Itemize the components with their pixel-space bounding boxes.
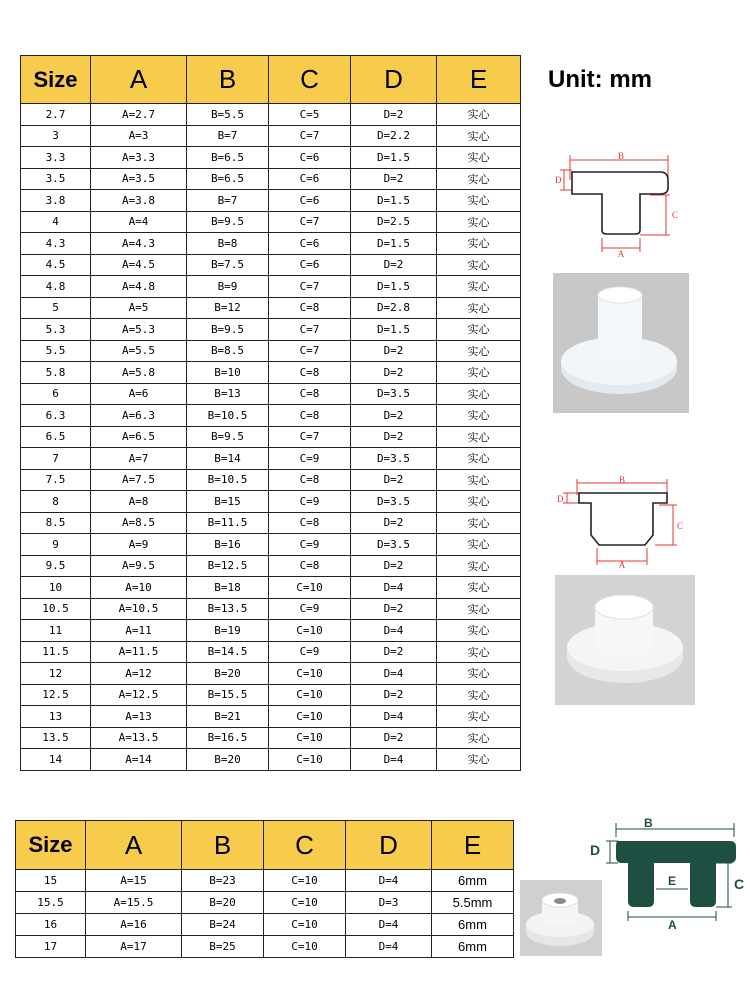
cell-a: A=5.8 bbox=[91, 362, 187, 384]
cell-e: 实心 bbox=[437, 276, 521, 298]
cell-c: C=9 bbox=[269, 448, 351, 470]
cell-d: D=2 bbox=[351, 684, 437, 706]
cell-size: 5.8 bbox=[21, 362, 91, 384]
product-photo-1 bbox=[553, 273, 689, 413]
cell-e: 实心 bbox=[437, 362, 521, 384]
cell-e: 实心 bbox=[437, 383, 521, 405]
table-row bbox=[21, 254, 521, 276]
cell-a: A=6.5 bbox=[91, 426, 187, 448]
cell-a: A=4.3 bbox=[91, 233, 187, 255]
cell-b: B=11.5 bbox=[187, 512, 269, 534]
cell-a: A=5.5 bbox=[91, 340, 187, 362]
cell-c: C=9 bbox=[269, 491, 351, 513]
cell-b: B=14 bbox=[187, 448, 269, 470]
cell-b: B=9.5 bbox=[187, 211, 269, 233]
cell-d: D=3 bbox=[346, 892, 432, 914]
table-row bbox=[21, 555, 521, 577]
table-row bbox=[21, 104, 521, 126]
table-row bbox=[21, 641, 521, 663]
cell-a: A=13 bbox=[91, 706, 187, 728]
table-row bbox=[21, 491, 521, 513]
cell-e: 实心 bbox=[437, 706, 521, 728]
cell-c: C=10 bbox=[264, 914, 346, 936]
cell-a: A=3.8 bbox=[91, 190, 187, 212]
header-size: Size bbox=[21, 56, 91, 104]
cell-a: A=6.3 bbox=[91, 405, 187, 427]
cell-size: 15.5 bbox=[16, 892, 86, 914]
cell-a: A=11 bbox=[91, 620, 187, 642]
cell-size: 14 bbox=[21, 749, 91, 771]
cell-e: 实心 bbox=[437, 491, 521, 513]
cell-b: B=20 bbox=[182, 892, 264, 914]
cell-a: A=6 bbox=[91, 383, 187, 405]
cell-d: D=4 bbox=[351, 577, 437, 599]
cell-size: 3.8 bbox=[21, 190, 91, 212]
cell-d: D=2 bbox=[351, 362, 437, 384]
table-row bbox=[21, 512, 521, 534]
cell-c: C=8 bbox=[269, 297, 351, 319]
table-row bbox=[21, 211, 521, 233]
cell-c: C=10 bbox=[269, 684, 351, 706]
cell-b: B=9.5 bbox=[187, 426, 269, 448]
table-header-row bbox=[21, 56, 521, 104]
header-c: C bbox=[269, 56, 351, 104]
cell-c: C=6 bbox=[269, 168, 351, 190]
cell-size: 10.5 bbox=[21, 598, 91, 620]
cell-b: B=13.5 bbox=[187, 598, 269, 620]
cell-b: B=8.5 bbox=[187, 340, 269, 362]
cell-a: A=4.8 bbox=[91, 276, 187, 298]
cell-a: A=9.5 bbox=[91, 555, 187, 577]
cell-a: A=7 bbox=[91, 448, 187, 470]
cell-e: 实心 bbox=[437, 319, 521, 341]
cell-b: B=24 bbox=[182, 914, 264, 936]
cell-a: A=12 bbox=[91, 663, 187, 685]
cell-e: 实心 bbox=[437, 405, 521, 427]
cell-a: A=5 bbox=[91, 297, 187, 319]
cell-size: 6.5 bbox=[21, 426, 91, 448]
cell-c: C=8 bbox=[269, 555, 351, 577]
dim-b-label: B bbox=[617, 151, 625, 161]
cell-a: A=17 bbox=[86, 936, 182, 958]
cell-e: 实心 bbox=[437, 534, 521, 556]
table-row bbox=[21, 620, 521, 642]
cell-d: D=2 bbox=[351, 340, 437, 362]
product-photo-2 bbox=[555, 575, 695, 705]
cell-b: B=9.5 bbox=[187, 319, 269, 341]
cell-a: A=4.5 bbox=[91, 254, 187, 276]
cell-b: B=12 bbox=[187, 297, 269, 319]
cell-e: 实心 bbox=[437, 125, 521, 147]
cross-section-diagram-3 bbox=[588, 815, 748, 935]
cell-b: B=9 bbox=[187, 276, 269, 298]
cell-d: D=3.5 bbox=[351, 448, 437, 470]
cell-a: A=10 bbox=[91, 577, 187, 599]
cell-a: A=13.5 bbox=[91, 727, 187, 749]
cell-size: 7 bbox=[21, 448, 91, 470]
cell-b: B=13 bbox=[187, 383, 269, 405]
table-row bbox=[16, 936, 514, 958]
cell-d: D=1.5 bbox=[351, 233, 437, 255]
header-a: A bbox=[86, 821, 182, 870]
cell-d: D=3.5 bbox=[351, 383, 437, 405]
cell-d: D=4 bbox=[351, 620, 437, 642]
table-row bbox=[21, 340, 521, 362]
cell-size: 15 bbox=[16, 870, 86, 892]
cell-c: C=6 bbox=[269, 254, 351, 276]
cell-a: A=16 bbox=[86, 914, 182, 936]
cell-size: 6 bbox=[21, 383, 91, 405]
cell-c: C=8 bbox=[269, 469, 351, 491]
cell-d: D=2 bbox=[351, 104, 437, 126]
cell-d: D=4 bbox=[346, 936, 432, 958]
cell-c: C=10 bbox=[269, 663, 351, 685]
table-row bbox=[21, 405, 521, 427]
cell-e: 实心 bbox=[437, 297, 521, 319]
cell-b: B=8 bbox=[187, 233, 269, 255]
cell-size: 5.3 bbox=[21, 319, 91, 341]
cell-c: C=7 bbox=[269, 125, 351, 147]
cell-d: D=2.2 bbox=[351, 125, 437, 147]
cell-b: B=7 bbox=[187, 125, 269, 147]
cell-b: B=16.5 bbox=[187, 727, 269, 749]
cell-size: 2.7 bbox=[21, 104, 91, 126]
cell-e: 实心 bbox=[437, 577, 521, 599]
cell-e: 实心 bbox=[437, 749, 521, 771]
dim-d-label: D bbox=[557, 494, 564, 504]
cell-e: 6mm bbox=[432, 914, 514, 936]
cell-a: A=3.5 bbox=[91, 168, 187, 190]
cell-b: B=21 bbox=[187, 706, 269, 728]
cell-size: 3.3 bbox=[21, 147, 91, 169]
cell-b: B=12.5 bbox=[187, 555, 269, 577]
cell-size: 4 bbox=[21, 211, 91, 233]
header-b: B bbox=[182, 821, 264, 870]
cell-b: B=10.5 bbox=[187, 469, 269, 491]
header-size: Size bbox=[16, 821, 86, 870]
dim-b-label: B bbox=[618, 475, 626, 485]
cell-d: D=2 bbox=[351, 641, 437, 663]
cell-d: D=2 bbox=[351, 168, 437, 190]
cell-e: 实心 bbox=[437, 104, 521, 126]
cell-c: C=10 bbox=[264, 870, 346, 892]
table-row bbox=[21, 663, 521, 685]
cell-c: C=7 bbox=[269, 426, 351, 448]
cell-size: 13 bbox=[21, 706, 91, 728]
cell-c: C=6 bbox=[269, 190, 351, 212]
table-row bbox=[21, 749, 521, 771]
cell-c: C=7 bbox=[269, 340, 351, 362]
cell-c: C=10 bbox=[269, 749, 351, 771]
cell-d: D=2 bbox=[351, 426, 437, 448]
cell-c: C=8 bbox=[269, 405, 351, 427]
cell-d: D=2 bbox=[351, 727, 437, 749]
cell-e: 实心 bbox=[437, 598, 521, 620]
cell-b: B=14.5 bbox=[187, 641, 269, 663]
cell-size: 16 bbox=[16, 914, 86, 936]
dim-a-label: A bbox=[618, 560, 626, 570]
header-a: A bbox=[91, 56, 187, 104]
table-row bbox=[21, 684, 521, 706]
table-row bbox=[21, 233, 521, 255]
cell-e: 实心 bbox=[437, 727, 521, 749]
cell-size: 4.8 bbox=[21, 276, 91, 298]
table-row bbox=[21, 426, 521, 448]
cell-d: D=4 bbox=[351, 749, 437, 771]
cell-b: B=15.5 bbox=[187, 684, 269, 706]
cell-size: 3 bbox=[21, 125, 91, 147]
cell-a: A=3 bbox=[91, 125, 187, 147]
cell-e: 实心 bbox=[437, 469, 521, 491]
table-header-row bbox=[16, 821, 514, 870]
cell-e: 6mm bbox=[432, 870, 514, 892]
cell-b: B=23 bbox=[182, 870, 264, 892]
cell-b: B=6.5 bbox=[187, 168, 269, 190]
cell-e: 实心 bbox=[437, 512, 521, 534]
cell-d: D=1.5 bbox=[351, 190, 437, 212]
cell-a: A=8 bbox=[91, 491, 187, 513]
cell-e: 实心 bbox=[437, 190, 521, 212]
cell-c: C=7 bbox=[269, 211, 351, 233]
table-row bbox=[21, 276, 521, 298]
cell-e: 实心 bbox=[437, 663, 521, 685]
cell-b: B=10.5 bbox=[187, 405, 269, 427]
cell-e: 实心 bbox=[437, 211, 521, 233]
cell-e: 实心 bbox=[437, 641, 521, 663]
cell-a: A=3.3 bbox=[91, 147, 187, 169]
spec-table-1 bbox=[20, 55, 521, 771]
cell-size: 5 bbox=[21, 297, 91, 319]
cell-a: A=5.3 bbox=[91, 319, 187, 341]
cell-c: C=7 bbox=[269, 319, 351, 341]
table-row bbox=[21, 577, 521, 599]
cell-d: D=4 bbox=[346, 914, 432, 936]
cell-a: A=15 bbox=[86, 870, 182, 892]
table-row bbox=[16, 870, 514, 892]
cell-e: 实心 bbox=[437, 340, 521, 362]
dim-e-label: E bbox=[668, 874, 677, 888]
cell-c: C=10 bbox=[264, 936, 346, 958]
table-row bbox=[21, 383, 521, 405]
dim-d-label: D bbox=[555, 175, 562, 185]
cell-a: A=10.5 bbox=[91, 598, 187, 620]
cell-b: B=5.5 bbox=[187, 104, 269, 126]
cell-b: B=20 bbox=[187, 749, 269, 771]
cell-c: C=8 bbox=[269, 512, 351, 534]
cell-size: 7.5 bbox=[21, 469, 91, 491]
cell-e: 5.5mm bbox=[432, 892, 514, 914]
cell-d: D=2 bbox=[351, 254, 437, 276]
cross-section-diagram-2 bbox=[555, 475, 690, 570]
cell-size: 12.5 bbox=[21, 684, 91, 706]
cell-e: 实心 bbox=[437, 426, 521, 448]
cell-size: 6.3 bbox=[21, 405, 91, 427]
cell-d: D=3.5 bbox=[351, 491, 437, 513]
cell-b: B=16 bbox=[187, 534, 269, 556]
cell-d: D=1.5 bbox=[351, 147, 437, 169]
cell-a: A=12.5 bbox=[91, 684, 187, 706]
table-row bbox=[21, 125, 521, 147]
dim-a-label: A bbox=[668, 918, 677, 932]
cell-size: 8 bbox=[21, 491, 91, 513]
cell-b: B=18 bbox=[187, 577, 269, 599]
cell-b: B=25 bbox=[182, 936, 264, 958]
cell-a: A=4 bbox=[91, 211, 187, 233]
cell-size: 17 bbox=[16, 936, 86, 958]
cell-c: C=9 bbox=[269, 534, 351, 556]
cell-c: C=6 bbox=[269, 147, 351, 169]
cell-size: 5.5 bbox=[21, 340, 91, 362]
cell-d: D=4 bbox=[351, 706, 437, 728]
cell-b: B=6.5 bbox=[187, 147, 269, 169]
cell-a: A=7.5 bbox=[91, 469, 187, 491]
dim-d-label: D bbox=[590, 842, 601, 858]
cell-e: 实心 bbox=[437, 147, 521, 169]
cell-e: 实心 bbox=[437, 233, 521, 255]
cell-c: C=9 bbox=[269, 641, 351, 663]
table-row bbox=[16, 914, 514, 936]
cell-e: 实心 bbox=[437, 684, 521, 706]
cross-section-diagram-1 bbox=[550, 150, 690, 260]
cell-a: A=11.5 bbox=[91, 641, 187, 663]
cell-d: D=1.5 bbox=[351, 276, 437, 298]
cell-e: 6mm bbox=[432, 936, 514, 958]
header-d: D bbox=[346, 821, 432, 870]
cell-e: 实心 bbox=[437, 254, 521, 276]
table-row bbox=[21, 319, 521, 341]
header-e: E bbox=[437, 56, 521, 104]
cell-d: D=2 bbox=[351, 598, 437, 620]
cell-d: D=2 bbox=[351, 469, 437, 491]
table-row bbox=[21, 598, 521, 620]
unit-label: Unit: mm bbox=[548, 66, 652, 93]
cell-b: B=20 bbox=[187, 663, 269, 685]
cell-d: D=1.5 bbox=[351, 319, 437, 341]
dim-c-label: C bbox=[677, 521, 684, 531]
spec-table-2 bbox=[15, 820, 514, 958]
cell-c: C=5 bbox=[269, 104, 351, 126]
cell-c: C=10 bbox=[269, 577, 351, 599]
cell-size: 13.5 bbox=[21, 727, 91, 749]
cell-d: D=2 bbox=[351, 405, 437, 427]
cell-d: D=2.8 bbox=[351, 297, 437, 319]
cell-size: 9 bbox=[21, 534, 91, 556]
cell-b: B=19 bbox=[187, 620, 269, 642]
table-row bbox=[21, 469, 521, 491]
cell-b: B=7.5 bbox=[187, 254, 269, 276]
table-row bbox=[21, 448, 521, 470]
cell-a: A=2.7 bbox=[91, 104, 187, 126]
cell-d: D=4 bbox=[346, 870, 432, 892]
cell-a: A=14 bbox=[91, 749, 187, 771]
cell-size: 4.3 bbox=[21, 233, 91, 255]
cell-d: D=4 bbox=[351, 663, 437, 685]
cell-c: C=10 bbox=[269, 706, 351, 728]
table-row bbox=[21, 190, 521, 212]
cell-size: 4.5 bbox=[21, 254, 91, 276]
cell-a: A=15.5 bbox=[86, 892, 182, 914]
cell-c: C=9 bbox=[269, 598, 351, 620]
table-row bbox=[21, 147, 521, 169]
cell-size: 8.5 bbox=[21, 512, 91, 534]
table-row bbox=[21, 706, 521, 728]
cell-a: A=8.5 bbox=[91, 512, 187, 534]
cell-c: C=10 bbox=[269, 620, 351, 642]
dim-b-label: B bbox=[644, 816, 653, 830]
table-row bbox=[21, 727, 521, 749]
cell-c: C=8 bbox=[269, 362, 351, 384]
cell-b: B=7 bbox=[187, 190, 269, 212]
cell-d: D=3.5 bbox=[351, 534, 437, 556]
cell-c: C=10 bbox=[264, 892, 346, 914]
dim-c-label: C bbox=[672, 210, 679, 220]
cell-c: C=10 bbox=[269, 727, 351, 749]
cell-size: 10 bbox=[21, 577, 91, 599]
cell-c: C=6 bbox=[269, 233, 351, 255]
cell-b: B=10 bbox=[187, 362, 269, 384]
cell-size: 3.5 bbox=[21, 168, 91, 190]
cell-d: D=2 bbox=[351, 555, 437, 577]
header-e: E bbox=[432, 821, 514, 870]
table-row bbox=[21, 168, 521, 190]
dim-a-label: A bbox=[617, 249, 625, 259]
cell-c: C=7 bbox=[269, 276, 351, 298]
header-b: B bbox=[187, 56, 269, 104]
cell-d: D=2 bbox=[351, 512, 437, 534]
table-row bbox=[21, 534, 521, 556]
table-row bbox=[21, 362, 521, 384]
cell-size: 11.5 bbox=[21, 641, 91, 663]
cell-size: 11 bbox=[21, 620, 91, 642]
table-row bbox=[16, 892, 514, 914]
table-row bbox=[21, 297, 521, 319]
cell-e: 实心 bbox=[437, 620, 521, 642]
header-c: C bbox=[264, 821, 346, 870]
dim-c-label: C bbox=[734, 876, 745, 892]
header-d: D bbox=[351, 56, 437, 104]
cell-c: C=8 bbox=[269, 383, 351, 405]
cell-b: B=15 bbox=[187, 491, 269, 513]
cell-e: 实心 bbox=[437, 555, 521, 577]
cell-e: 实心 bbox=[437, 168, 521, 190]
cell-size: 9.5 bbox=[21, 555, 91, 577]
cell-d: D=2.5 bbox=[351, 211, 437, 233]
cell-a: A=9 bbox=[91, 534, 187, 556]
cell-e: 实心 bbox=[437, 448, 521, 470]
cell-size: 12 bbox=[21, 663, 91, 685]
